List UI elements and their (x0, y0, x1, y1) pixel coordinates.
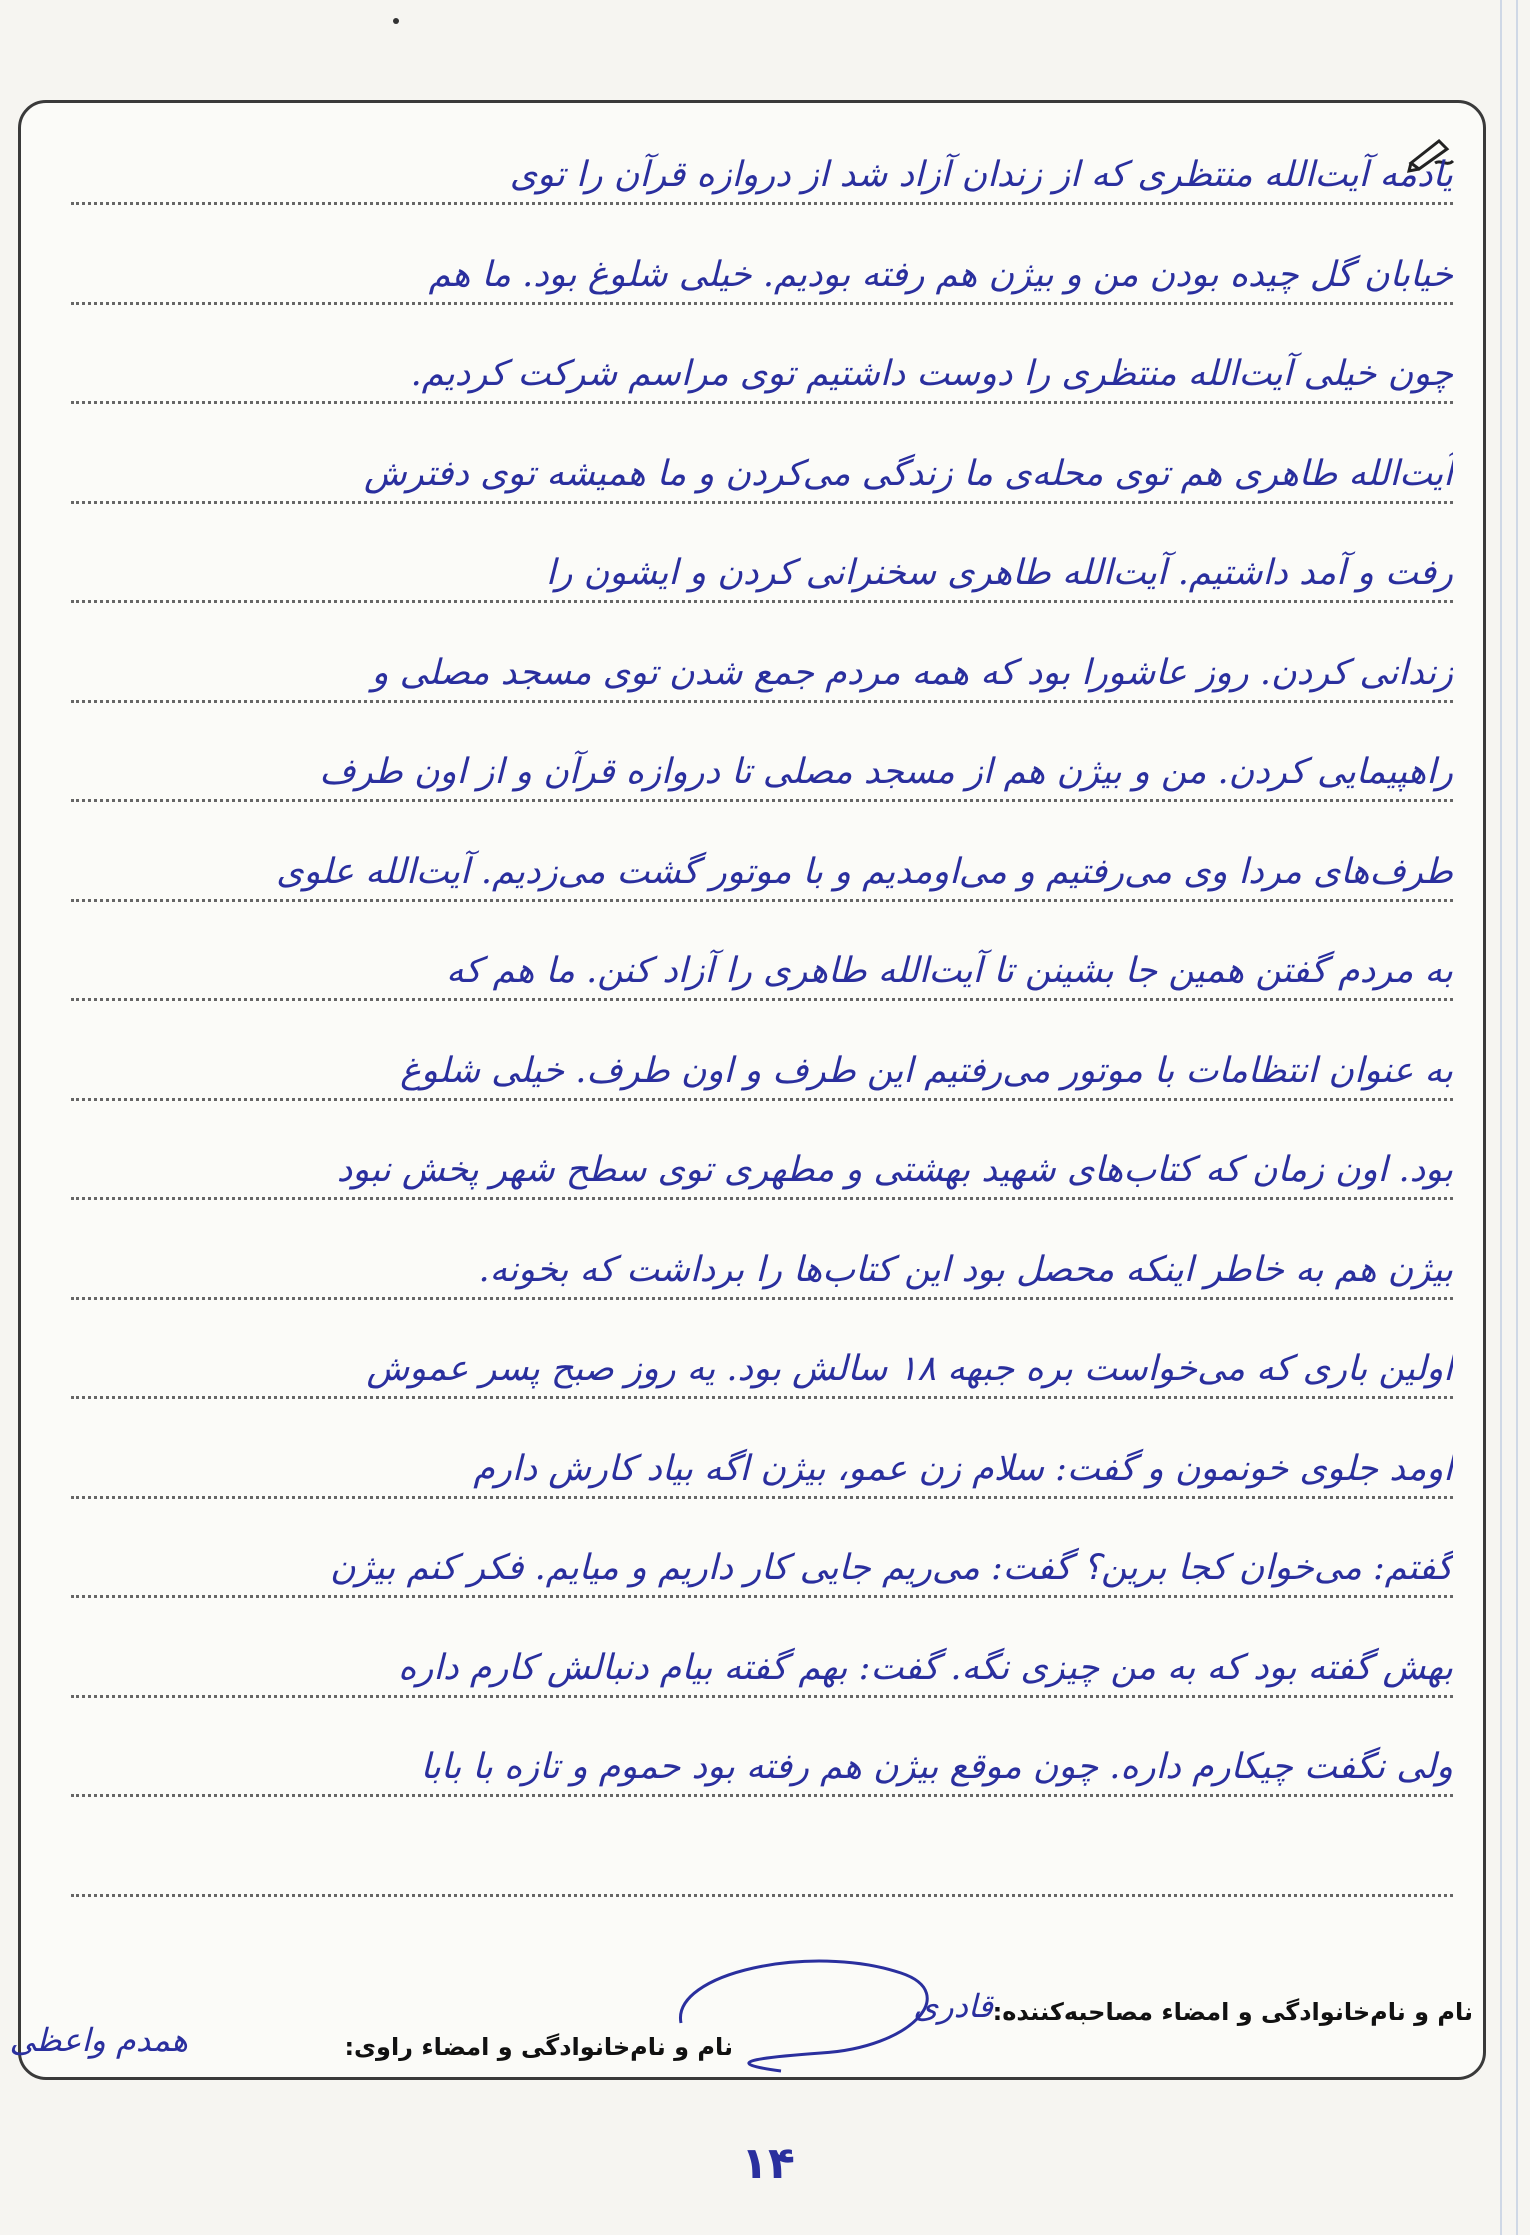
interviewer-signature: قادری (913, 1987, 993, 2025)
ruled-line (71, 909, 1453, 1001)
dotted-rule (71, 202, 1453, 205)
ruled-line (71, 312, 1453, 404)
ruled-line (71, 412, 1453, 504)
handwritten-text: خیابان گل چیده بودن من و بیژن هم رفته بودیم. خیلی شلوغ بود. ما هم (428, 254, 1453, 295)
narrator-signature: همدم واعظی (9, 2021, 188, 2059)
ruled-line (71, 113, 1453, 205)
ruled-line (71, 810, 1453, 902)
dotted-rule (71, 1297, 1453, 1300)
dotted-rule (71, 1197, 1453, 1200)
dotted-rule (71, 1496, 1453, 1499)
dotted-rule (71, 998, 1453, 1001)
handwritten-text: بیژن هم به خاطر اینکه محصل بود این کتاب‌ها را برداشت که بخونه. (478, 1249, 1453, 1290)
signature-footer (9, 1983, 1483, 2083)
dotted-rule (71, 1595, 1453, 1598)
dotted-rule (71, 600, 1453, 603)
handwritten-text: بود. اون زمان که کتاب‌های شهید بهشتی و مطهری توی سطح شهر پخش نبود (336, 1150, 1453, 1190)
dotted-rule (71, 700, 1453, 703)
dotted-rule (71, 799, 1453, 802)
handwritten-text: راهپیمایی کردن. من و بیژن هم از مسجد مصلی تا دروازه قرآن و از اون طرف (319, 752, 1453, 792)
page-edge-line (1500, 0, 1502, 2235)
dotted-rule (71, 302, 1453, 305)
interviewer-label: نام و نام‌خانوادگی و امضاء مصاحبه‌کننده: (992, 1998, 1473, 2026)
dotted-rule (71, 1098, 1453, 1101)
handwritten-text: اومد جلوی خونمون و گفت: سلام زن عمو، بیژن اگه بیاد کارش دارم (473, 1448, 1453, 1489)
ruled-line (71, 611, 1453, 703)
ruled-line (71, 1009, 1453, 1101)
ruled-line (71, 1606, 1453, 1698)
ruled-line (71, 1506, 1453, 1598)
dotted-rule (71, 501, 1453, 504)
handwritten-text: گفتم: می‌خوان کجا برین؟ گفت: می‌ریم جایی کار داریم و میایم. فکر کنم بیژن (330, 1548, 1453, 1588)
handwritten-text: یادمه آیت‌الله منتظری که از زندان آزاد شد از دروازه قرآن را توی (509, 155, 1453, 195)
handwritten-text: ولی نگفت چیکارم داره. چون موقع بیژن هم رفته بود حموم و تازه با بابا (420, 1747, 1453, 1787)
dotted-rule (71, 899, 1453, 902)
ruled-line (71, 1805, 1453, 1897)
ruled-line (71, 511, 1453, 603)
ruled-line (71, 1705, 1453, 1797)
dotted-rule (71, 1396, 1453, 1399)
ruled-line (71, 710, 1453, 802)
handwritten-text: چون خیلی آیت‌الله منتظری را دوست داشتیم توی مراسم شرکت کردیم. (410, 354, 1453, 394)
handwritten-text: بهش گفته بود که به من چیزی نگه. گفت: بهم گفته بیام دنبالش کارم داره (398, 1647, 1453, 1688)
handwritten-text: طرف‌های مردا وی می‌رفتیم و می‌اومدیم و با موتور گشت می‌زدیم. آیت‌الله علوی (276, 851, 1453, 892)
writing-lines (71, 103, 1453, 2077)
handwritten-text: به مردم گفتن همین جا بشینن تا آیت‌الله طاهری را آزاد کنن. ما هم که (446, 951, 1453, 991)
form-frame (9, 100, 1486, 2080)
dotted-rule (71, 1794, 1453, 1797)
ruled-line (71, 213, 1453, 305)
dotted-rule (71, 1894, 1453, 1897)
narrator-label: نام و نام‌خانوادگی و امضاء راوی: (344, 2033, 733, 2061)
handwritten-text: اولین باری که می‌خواست بره جبهه ۱۸ سالش بود. یه روز صبح پسر عموش (366, 1349, 1453, 1389)
dotted-rule (71, 401, 1453, 404)
handwritten-text: به عنوان انتظامات با موتور می‌رفتیم این طرف و اون طرف. خیلی شلوغ (400, 1050, 1453, 1091)
page-number: ۱۴ (741, 2138, 795, 2189)
ink-dot (393, 18, 399, 24)
handwritten-text: رفت و آمد داشتیم. آیت‌الله طاهری سخنرانی کردن و ایشون را (545, 553, 1453, 593)
ruled-line (71, 1307, 1453, 1399)
ruled-line (71, 1108, 1453, 1200)
page-edge-line (1516, 0, 1518, 2235)
ruled-line (71, 1407, 1453, 1499)
handwritten-text: زندانی کردن. روز عاشورا بود که همه مردم جمع شدن توی مسجد مصلی و (371, 652, 1453, 693)
ruled-line (71, 1208, 1453, 1300)
dotted-rule (71, 1695, 1453, 1698)
handwritten-text: آیت‌الله طاهری هم توی محله‌ی ما زندگی می‌کردن و ما همیشه توی دفترش (364, 453, 1453, 494)
